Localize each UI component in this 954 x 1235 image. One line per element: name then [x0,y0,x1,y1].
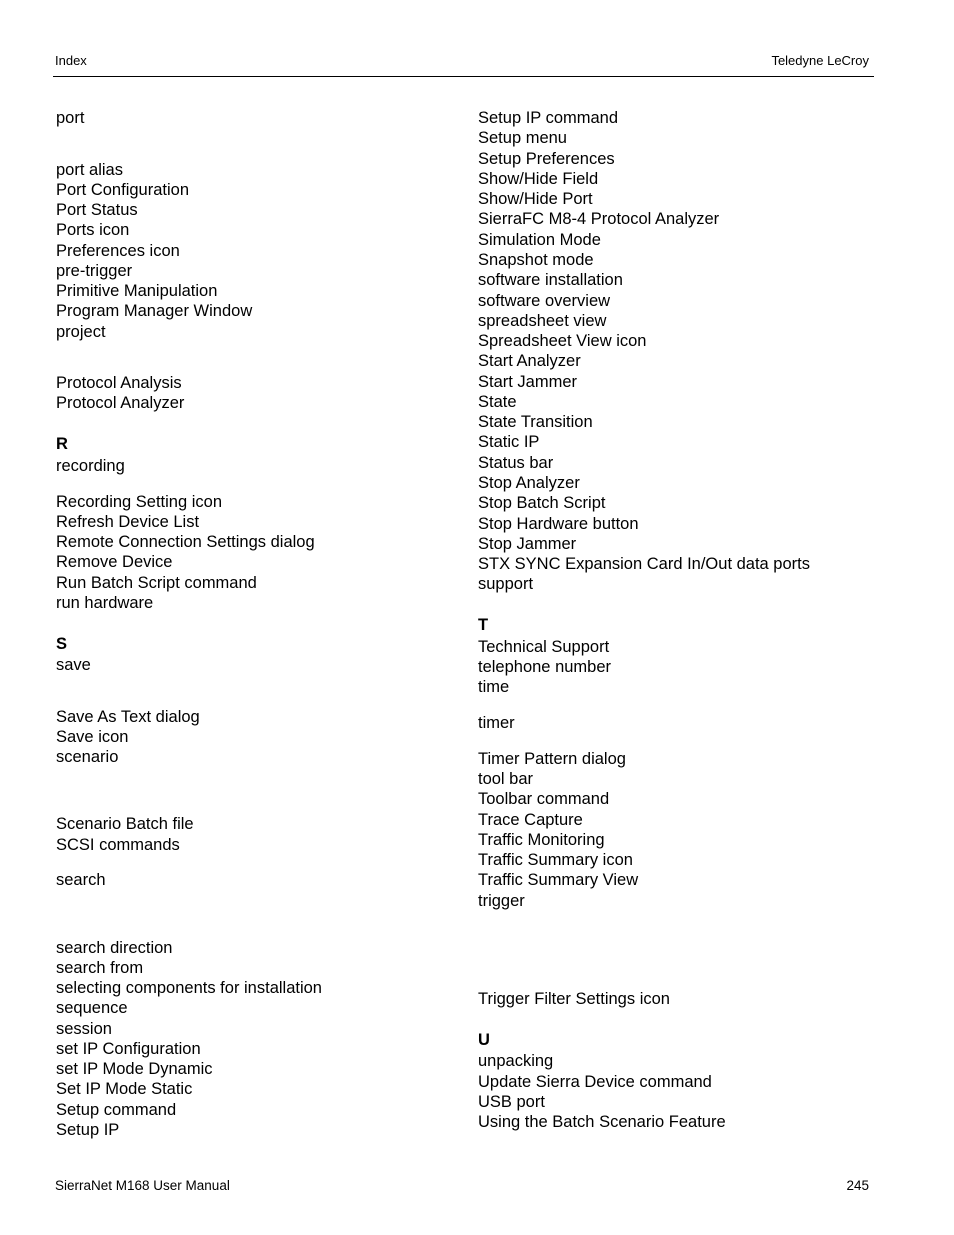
index-entry: Setup IP [56,1121,120,1139]
index-entry: set IP Mode Dynamic [56,1060,213,1078]
index-letter-heading: S [56,635,68,653]
index-entry: Port Configuration [56,181,189,199]
index-entry: recording [56,457,125,475]
index-entry: USB port [478,1093,545,1111]
index-entry: pre-trigger [56,262,133,280]
index-entry: Remove Device [56,553,173,571]
index-letter-heading: R [56,435,68,453]
index-entry: State [478,393,517,411]
header-rule [53,76,874,77]
index-entry: Update Sierra Device command [478,1073,712,1091]
index-letter-heading: U [478,1031,490,1049]
index-entry: unpacking [478,1052,554,1070]
index-entry: Snapshot mode [478,251,594,269]
footer-manual-title: SierraNet M168 User Manual [55,1178,230,1193]
index-entry: port alias [56,161,123,179]
index-entry: selecting components for installation [56,979,322,997]
index-entry: support [478,575,534,593]
index-entry: port [56,109,85,127]
index-entry: software overview [478,292,611,310]
index-entry: Stop Batch Script [478,494,606,512]
index-entry: sequence [56,999,128,1017]
index-entry: Stop Jammer [478,535,577,553]
index-entry: Traffic Monitoring [478,831,605,849]
index-entry: Ports icon [56,221,130,239]
index-entry: session [56,1020,112,1038]
index-entry: telephone number [478,658,612,676]
index-entry: Primitive Manipulation [56,282,218,300]
index-entry: Protocol Analysis [56,374,182,392]
index-entry: time [478,678,510,696]
index-entry: Refresh Device List [56,513,200,531]
index-entry: Show/Hide Port [478,190,593,208]
index-entry: Recording Setting icon [56,493,223,511]
footer-page-number: 245 [846,1178,869,1193]
index-entry: Scenario Batch file [56,815,194,833]
index-entry: search [56,871,106,889]
index-entry: Spreadsheet View icon [478,332,647,350]
index-entry: Protocol Analyzer [56,394,185,412]
index-letter-heading: T [478,616,489,634]
index-entry: Setup Preferences [478,150,615,168]
index-entry: project [56,323,106,341]
index-entry: Stop Analyzer [478,474,580,492]
index-entry: Timer Pattern dialog [478,750,626,768]
index-entry: Setup command [56,1101,177,1119]
index-entry: SierraFC M8-4 Protocol Analyzer [478,210,720,228]
index-entry: Simulation Mode [478,231,601,249]
index-entry: Trace Capture [478,811,583,829]
index-entry: software installation [478,271,623,289]
index-entry: Start Jammer [478,373,578,391]
index-entry: Set IP Mode Static [56,1080,193,1098]
index-entry: trigger [478,892,525,910]
index-entry: search direction [56,939,173,957]
index-entry: Static IP [478,433,540,451]
index-entry: Run Batch Script command [56,574,257,592]
index-entry: Stop Hardware button [478,515,639,533]
index-entry: State Transition [478,413,593,431]
index-entry: Using the Batch Scenario Feature [478,1113,726,1131]
index-entry: Trigger Filter Settings icon [478,990,670,1008]
index-entry: scenario [56,748,119,766]
index-entry: Setup IP command [478,109,619,127]
index-entry: Traffic Summary icon [478,851,633,869]
index-entry: Program Manager Window [56,302,253,320]
index-entry: Port Status [56,201,138,219]
index-entry: Setup menu [478,129,567,147]
index-entry: set IP Configuration [56,1040,201,1058]
index-entry: Preferences icon [56,242,180,260]
header-section-title: Index [55,53,87,68]
header-company-name: Teledyne LeCroy [771,53,869,68]
index-entry: save [56,656,91,674]
index-entry: Technical Support [478,638,610,656]
index-entry: Remote Connection Settings dialog [56,533,315,551]
index-entry: Toolbar command [478,790,610,808]
index-entry: spreadsheet view [478,312,607,330]
index-entry: Save As Text dialog [56,708,200,726]
index-entry: timer [478,714,515,732]
index-entry: Status bar [478,454,554,472]
index-entry: tool bar [478,770,534,788]
index-entry: Traffic Summary View [478,871,639,889]
index-entry: SCSI commands [56,836,180,854]
index-entry: STX SYNC Expansion Card In/Out data ports [478,555,810,573]
index-entry: Start Analyzer [478,352,581,370]
index-entry: run hardware [56,594,154,612]
index-entry: search from [56,959,144,977]
index-entry: Show/Hide Field [478,170,599,188]
index-entry: Save icon [56,728,129,746]
